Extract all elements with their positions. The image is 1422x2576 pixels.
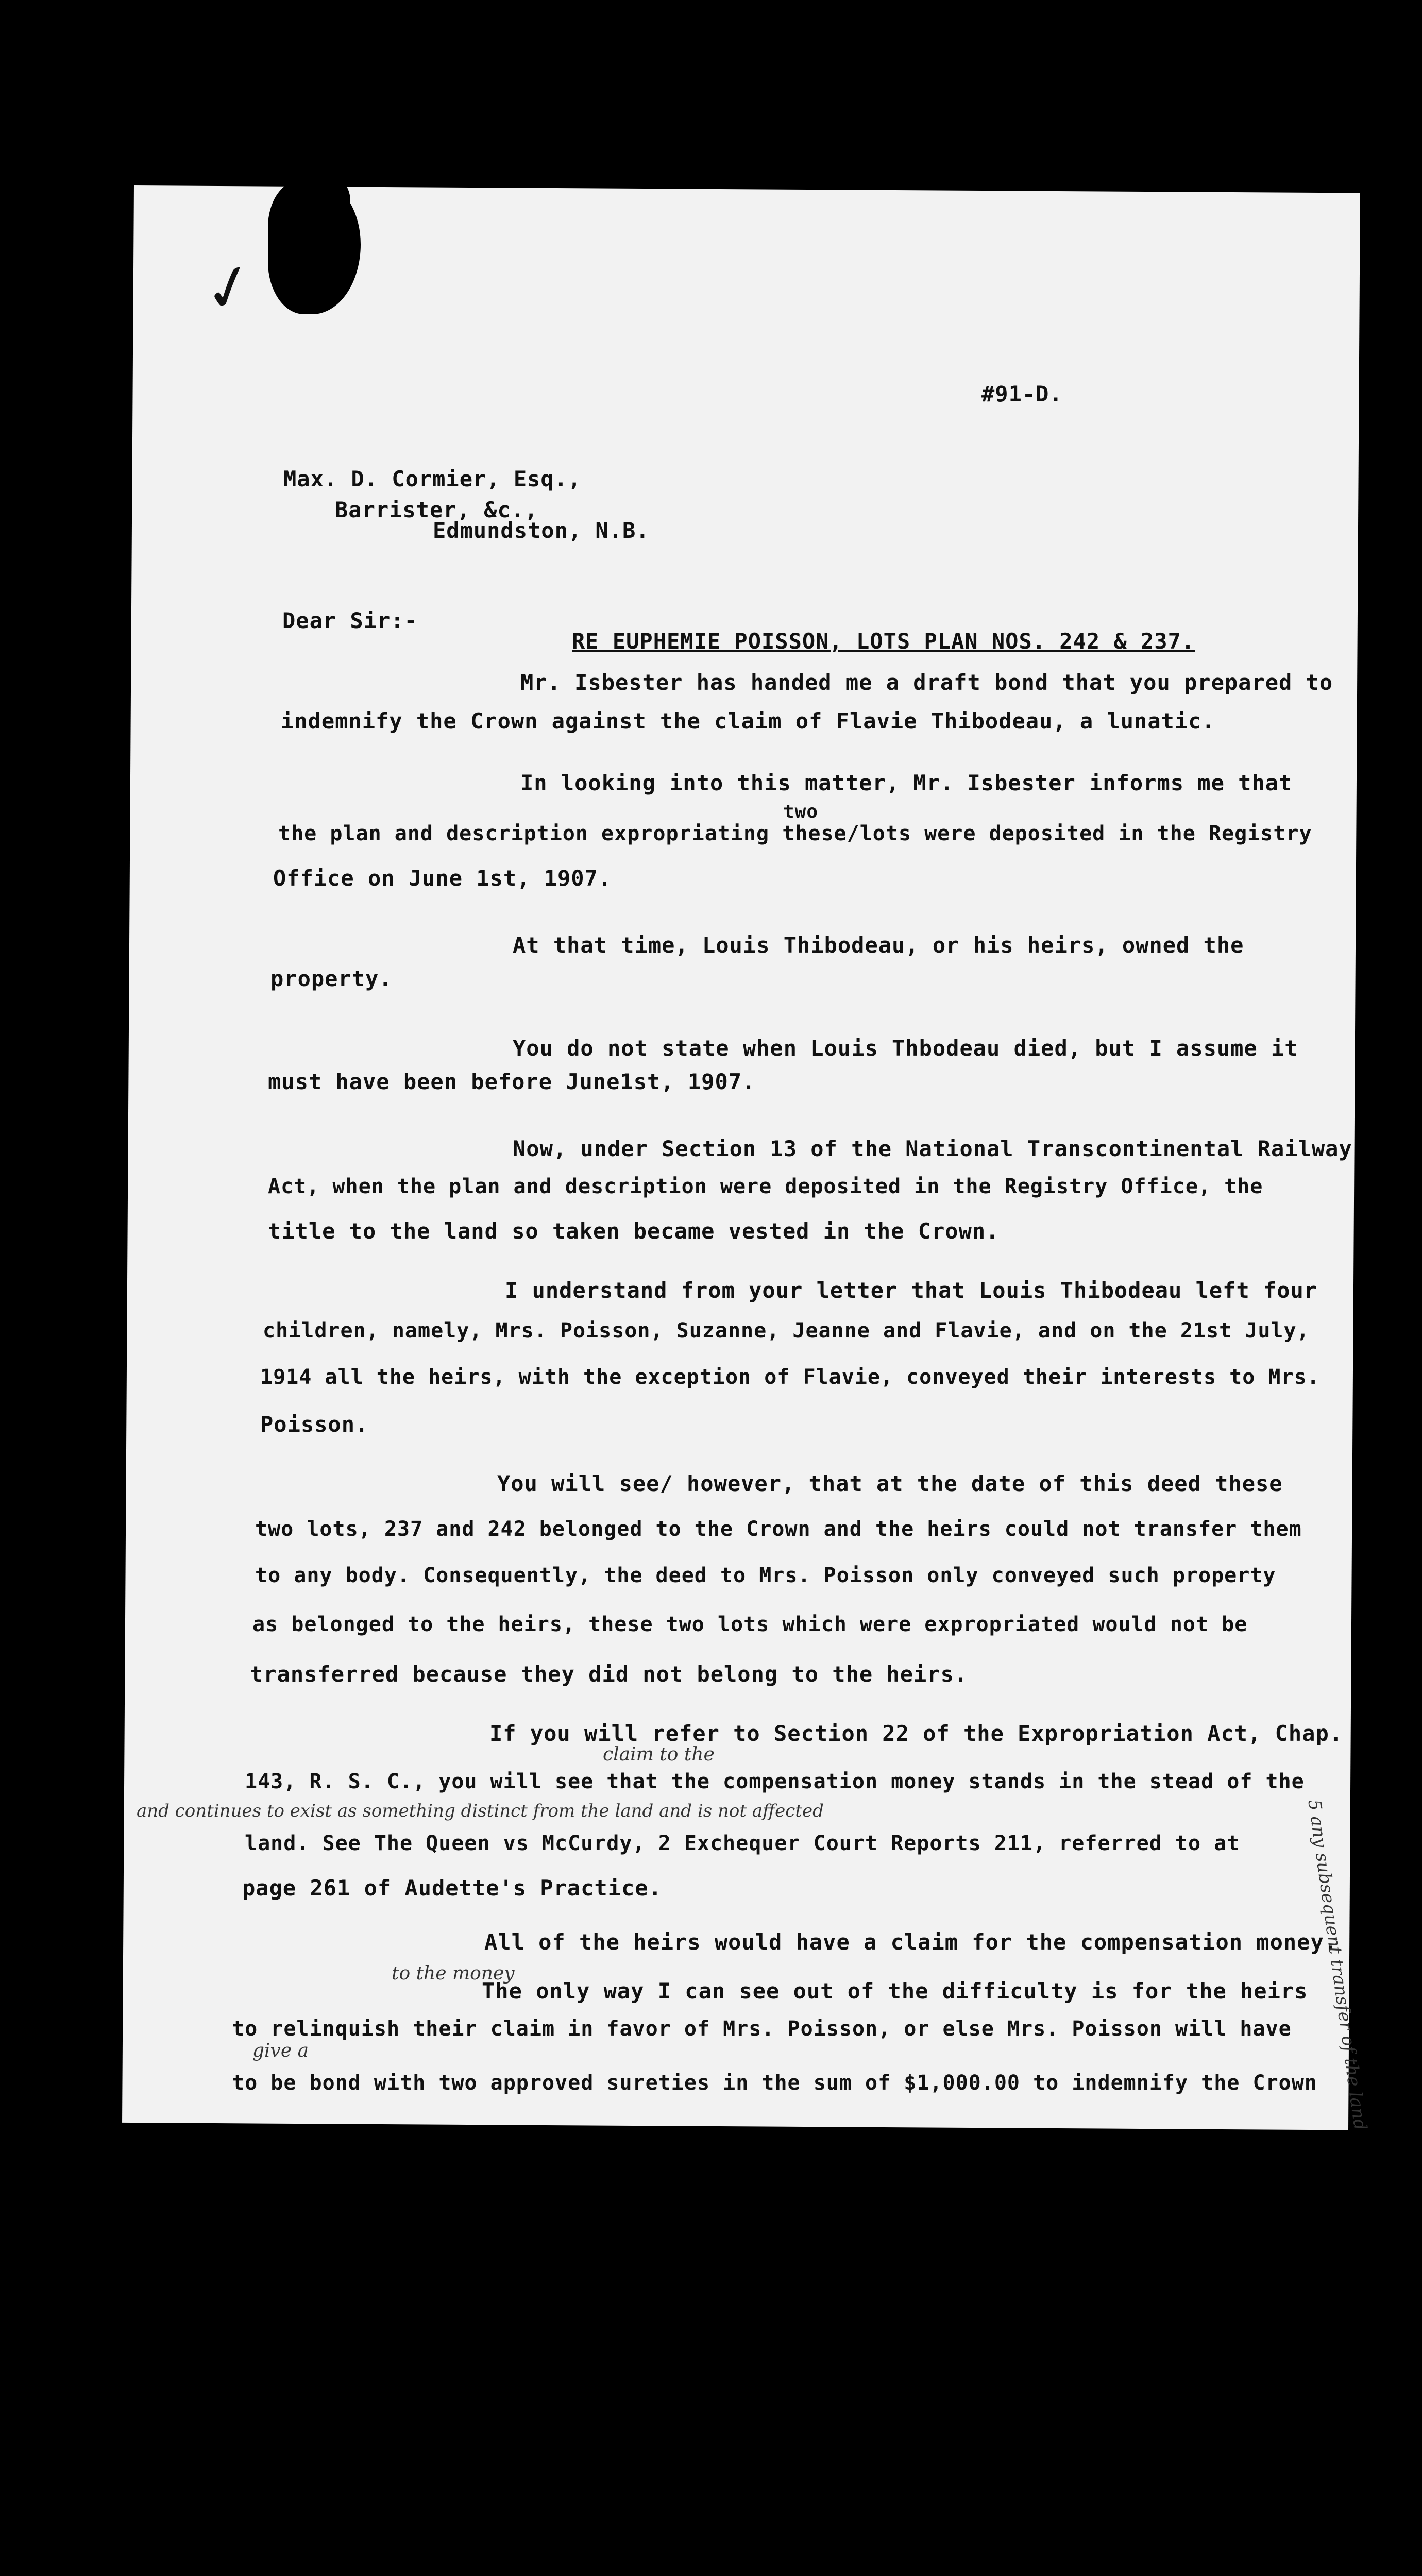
subject-line: RE EUPHEMIE POISSON, LOTS PLAN NOS. 242 & 237. — [572, 629, 1195, 654]
body-line: Act, when the plan and description were deposited in the Registry Office, the — [268, 1175, 1263, 1198]
body-line: At that time, Louis Thibodeau, or his heirs, owned the — [513, 933, 1244, 958]
handwritten-insertion: and continues to exist as something distinct from the land and is not affected — [137, 1801, 824, 1821]
body-line: You do not state when Louis Thbodeau died, but I assume it — [513, 1036, 1298, 1061]
body-line: title to the land so taken became vested in the Crown. — [268, 1218, 1000, 1244]
body-line: two lots, 237 and 242 belonged to the Crown and the heirs could not transfer them — [255, 1517, 1302, 1541]
handwritten-insertion: to the money — [392, 1963, 515, 1984]
body-line: to relinquish their claim in favor of Mrs. Poisson, or else Mrs. Poisson will have — [232, 2017, 1292, 2041]
body-line: transferred because they did not belong to the heirs. — [250, 1662, 968, 1687]
body-line: I understand from your letter that Louis Thibodeau left four — [505, 1278, 1318, 1303]
body-line: 143, R. S. C., you will see that the compensation money stands in the stead of the — [245, 1770, 1305, 1793]
body-line: 1914 all the heirs, with the exception of Flavie, conveyed their interests to Mrs. — [260, 1365, 1320, 1389]
body-line: If you will refer to Section 22 of the Expropriation Act, Chap. — [489, 1721, 1343, 1746]
address-line-3: Edmundston, N.B. — [433, 518, 650, 543]
body-line: must have been before June1st, 1907. — [268, 1069, 756, 1094]
body-line: children, namely, Mrs. Poisson, Suzanne, Jeanne and Flavie, and on the 21st July, — [263, 1319, 1310, 1343]
margin-handwriting: 5 any subsequent transfer of the land — [1304, 1798, 1371, 2132]
body-line: indemnify the Crown against the claim of Flavie Thibodeau, a lunatic. — [281, 708, 1215, 734]
interlinear-insertion: two — [783, 801, 819, 822]
body-line: the plan and description expropriating these/lots were deposited in the Registry — [278, 822, 1312, 845]
handwritten-insertion: give a — [252, 2040, 309, 2061]
body-line: land. See The Queen vs McCurdy, 2 Exchequer Court Reports 211, referred to at — [245, 1832, 1240, 1855]
body-line: as belonged to the heirs, these two lots which were expropriated would not be — [252, 1613, 1248, 1636]
address-line-1: Max. D. Cormier, Esq., — [283, 466, 582, 492]
file-number: #91-D. — [981, 381, 1063, 406]
body-line: In looking into this matter, Mr. Isbester informs me that — [520, 770, 1293, 795]
address-line-2: Barrister, &c., — [335, 497, 538, 522]
body-line: Now, under Section 13 of the National Transcontinental Railway — [513, 1136, 1352, 1161]
body-line: All of the heirs would have a claim for the compensation money. — [484, 1929, 1338, 1955]
body-line: Poisson. — [260, 1412, 369, 1437]
body-line: to be bond with two approved sureties in the sum of $1,000.00 to indemnify the Crown — [232, 2071, 1317, 2095]
handwritten-insertion: claim to the — [603, 1744, 715, 1765]
body-line: The only way I can see out of the difficulty is for the heirs — [482, 1978, 1308, 2004]
body-line: page 261 of Audette's Practice. — [242, 1875, 662, 1901]
body-line: property. — [270, 966, 393, 991]
check-mark-icon: ✓ — [195, 247, 264, 330]
salutation: Dear Sir:- — [282, 608, 418, 633]
body-line: Office on June 1st, 1907. — [273, 866, 612, 891]
body-line: to any body. Consequently, the deed to Mrs. Poisson only conveyed such property — [255, 1564, 1276, 1587]
body-line: You will see/ however, that at the date of this deed these — [497, 1471, 1283, 1496]
body-line: Mr. Isbester has handed me a draft bond that you prepared to — [520, 670, 1333, 695]
torn-corner-hole — [289, 170, 350, 232]
